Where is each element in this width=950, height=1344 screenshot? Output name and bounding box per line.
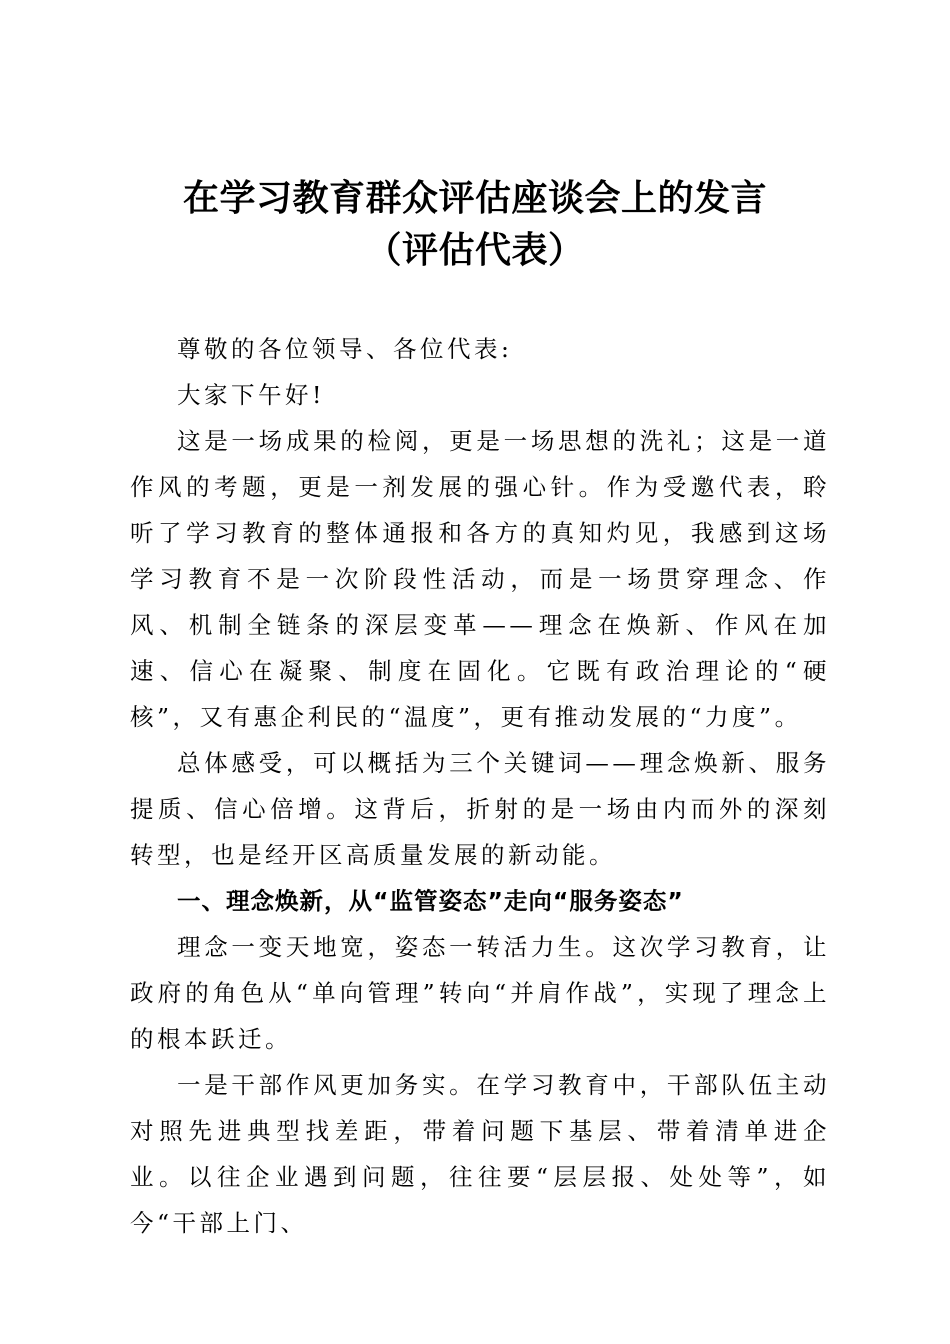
body-paragraph: 这是一场成果的检阅，更是一场思想的洗礼；这是一道作风的考题，更是一剂发展的强心针。作为受邀代表，聆听了学习教育的整体通报和各方的真知灼见，我感到这场学习教育不是一次阶段性活动，而是一场贯穿理念、作风、机制全链条的深层变革——理念在焕新、作风在加速、信心在凝聚、制度在固化。它既有政治理论的“硬核”，又有惠企利民的“温度”，更有推动发展的“力度”。	[130, 427, 830, 731]
document-title: 在学习教育群众评估座谈会上的发言	[182, 178, 767, 219]
body-paragraph: 总体感受，可以概括为三个关键词——理念焕新、服务提质、信心倍增。这背后，折射的是一场由内而外的深刻转型，也是经开区高质量发展的新动能。	[130, 749, 830, 869]
salutation: 尊敬的各位领导、各位代表:	[177, 335, 513, 363]
body-paragraph: 一是干部作风更加务实。在学习教育中，干部队伍主动对照先进典型找差距，带着问题下基层、带着清单进企业。以往企业遇到问题，往往要“层层报、处处等”，如今“干部上门、	[130, 1071, 830, 1237]
section-heading: 一、理念焕新，从“监管姿态”走向“服务姿态”	[177, 887, 684, 915]
document-body	[130, 326, 830, 1246]
greeting: 大家下午好!	[177, 381, 325, 409]
body-paragraph: 理念一变天地宽，姿态一转活力生。这次学习教育，让政府的角色从“单向管理”转向“并肩作战”，实现了理念上的根本跃迁。	[130, 933, 830, 1053]
document-subtitle: （评估代表）	[365, 230, 585, 271]
